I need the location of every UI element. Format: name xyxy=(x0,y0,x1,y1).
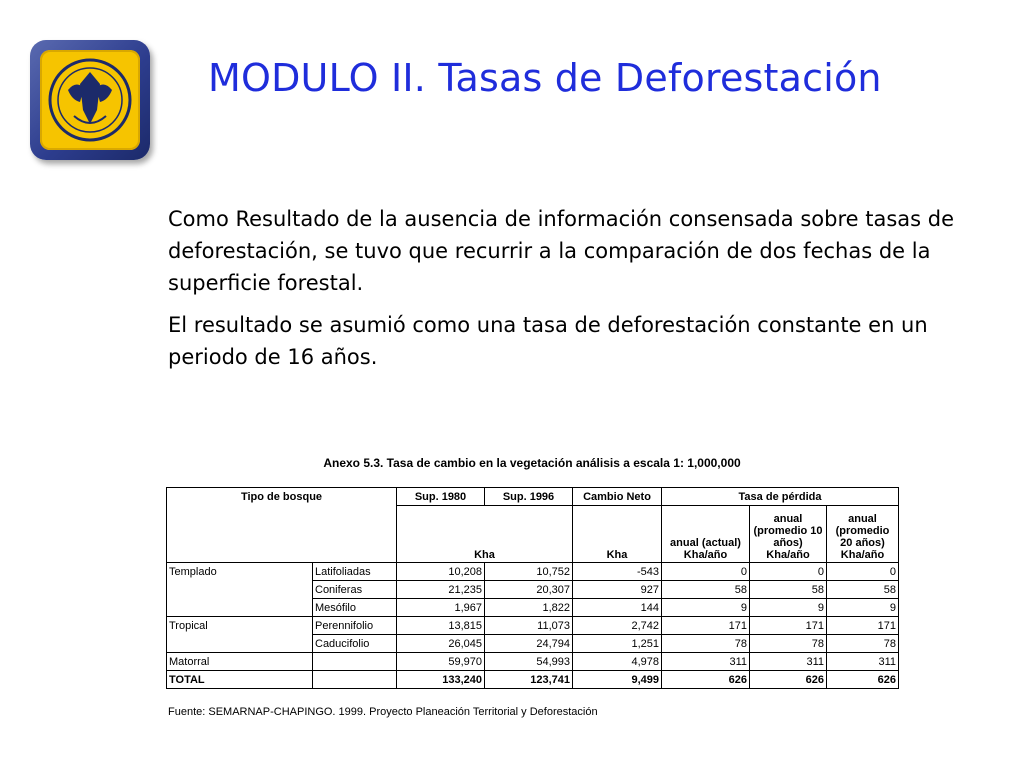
table-row xyxy=(167,563,899,581)
cell-sup1980: 59,970 xyxy=(397,653,485,671)
paragraph-2: El resultado se asumió como una tasa de deforestación constante en un periodo de 16 años. xyxy=(168,313,928,369)
cell-p10: 626 xyxy=(750,671,827,689)
cell-p10: 311 xyxy=(750,653,827,671)
cell-actual: 171 xyxy=(662,617,750,635)
header-tipo: Tipo de bosque xyxy=(167,488,397,506)
cell-actual: 58 xyxy=(662,581,750,599)
table-source: Fuente: SEMARNAP-CHAPINGO. 1999. Proyecto Planeación Territorial y Deforestación xyxy=(168,706,598,718)
subheader-anual-20: anual (promedio 20 años) Kha/año xyxy=(827,506,899,563)
cell-sup1980: 26,045 xyxy=(397,635,485,653)
cell-sup1980: 21,235 xyxy=(397,581,485,599)
table-row xyxy=(167,581,899,599)
table-total-row xyxy=(167,671,899,689)
subheader-anual-10: anual (promedio 10 años) Kha/año xyxy=(750,506,827,563)
cell-sup1980: 133,240 xyxy=(397,671,485,689)
cell-cambio: 2,742 xyxy=(573,617,662,635)
cell-p10: 58 xyxy=(750,581,827,599)
deforestation-table xyxy=(166,487,899,689)
cell-tipo: Latifoliadas xyxy=(313,563,397,581)
cell-p20: 311 xyxy=(827,653,899,671)
cell-sup1996: 20,307 xyxy=(485,581,573,599)
cell-sup1996: 1,822 xyxy=(485,599,573,617)
cell-grupo: Matorral xyxy=(167,653,313,671)
cell-actual: 311 xyxy=(662,653,750,671)
cell-p10: 78 xyxy=(750,635,827,653)
cell-tipo: Perennifolio xyxy=(313,617,397,635)
cell-grupo: Tropical xyxy=(167,617,313,635)
cell-cambio: 9,499 xyxy=(573,671,662,689)
header-cambio-neto: Cambio Neto xyxy=(573,488,662,506)
cell-sup1996: 54,993 xyxy=(485,653,573,671)
cell-p10: 0 xyxy=(750,563,827,581)
cell-grupo xyxy=(167,581,313,599)
cell-tipo: Coniferas xyxy=(313,581,397,599)
cell-sup1996: 10,752 xyxy=(485,563,573,581)
table-header-row xyxy=(167,488,899,506)
cell-p10: 9 xyxy=(750,599,827,617)
cell-grupo xyxy=(167,599,313,617)
cell-sup1996: 11,073 xyxy=(485,617,573,635)
header-tasa-perdida: Tasa de pérdida xyxy=(662,488,899,506)
table-row xyxy=(167,653,899,671)
cell-cambio: 927 xyxy=(573,581,662,599)
cell-actual: 626 xyxy=(662,671,750,689)
cell-sup1980: 10,208 xyxy=(397,563,485,581)
cell-cambio: -543 xyxy=(573,563,662,581)
cell-sup1996: 123,741 xyxy=(485,671,573,689)
cell-tipo: Mesófilo xyxy=(313,599,397,617)
cell-p20: 78 xyxy=(827,635,899,653)
subheader-anual-actual: anual (actual) Kha/año xyxy=(662,506,750,563)
table-caption: Anexo 5.3. Tasa de cambio en la vegetación análisis a escala 1: 1,000,000 xyxy=(323,456,741,470)
cell-cambio: 4,978 xyxy=(573,653,662,671)
cell-actual: 9 xyxy=(662,599,750,617)
cell-cambio: 144 xyxy=(573,599,662,617)
page-title: MODULO II. Tasas de Deforestación xyxy=(208,56,882,100)
table-subheader-row xyxy=(167,506,899,563)
cell-p10: 171 xyxy=(750,617,827,635)
cell-p20: 58 xyxy=(827,581,899,599)
subheader-kha-sup: Kha xyxy=(397,506,573,563)
cell-sup1980: 1,967 xyxy=(397,599,485,617)
table-row xyxy=(167,617,899,635)
cell-tipo xyxy=(313,653,397,671)
subheader-blank xyxy=(167,506,397,563)
cell-tipo: Caducifolio xyxy=(313,635,397,653)
subheader-kha-cambio: Kha xyxy=(573,506,662,563)
table-row xyxy=(167,599,899,617)
cell-grupo: TOTAL xyxy=(167,671,313,689)
cell-actual: 0 xyxy=(662,563,750,581)
table-row xyxy=(167,635,899,653)
unam-logo xyxy=(30,40,150,160)
cell-p20: 171 xyxy=(827,617,899,635)
cell-p20: 626 xyxy=(827,671,899,689)
cell-cambio: 1,251 xyxy=(573,635,662,653)
cell-p20: 9 xyxy=(827,599,899,617)
header-sup-1980: Sup. 1980 xyxy=(397,488,485,506)
paragraph-1: Como Resultado de la ausencia de información consensada sobre tasas de deforestación, se tuvo que recurrir a la comparación de dos fechas de la superficie forestal. xyxy=(168,207,955,295)
body-text xyxy=(168,203,958,383)
cell-sup1996: 24,794 xyxy=(485,635,573,653)
university-seal-icon xyxy=(40,50,140,150)
cell-actual: 78 xyxy=(662,635,750,653)
header-sup-1996: Sup. 1996 xyxy=(485,488,573,506)
cell-p20: 0 xyxy=(827,563,899,581)
cell-sup1980: 13,815 xyxy=(397,617,485,635)
cell-grupo: Templado xyxy=(167,563,313,581)
cell-tipo xyxy=(313,671,397,689)
cell-grupo xyxy=(167,635,313,653)
